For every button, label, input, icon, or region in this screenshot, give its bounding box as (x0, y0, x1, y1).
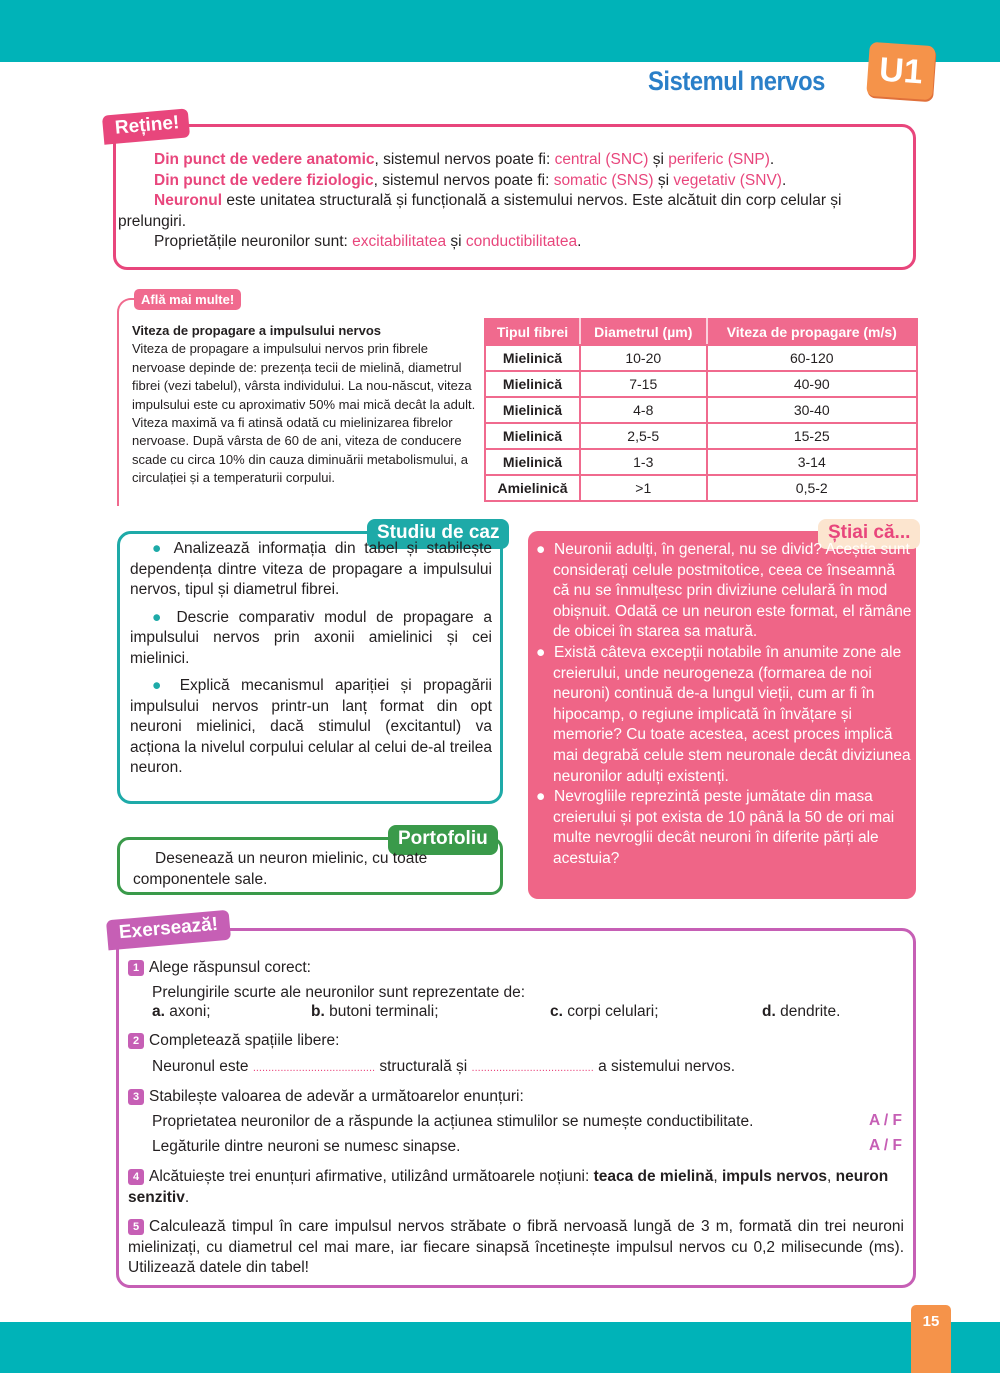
studiu-text (130, 539, 492, 786)
studiu-item: ● Analizează informația din tabel și stabilește dependența dintre viteza de propagare a impulsului nervos, tipul și diametrul fibrei. (130, 540, 492, 598)
retine-line-proprietati: Proprietățile neuronilor sunt: excitabilitatea și conductibilitatea. (154, 233, 582, 250)
exercise-number-badge: 3 (128, 1089, 144, 1105)
afla-body: Viteza de propagare a impulsului nervos prin fibrele nervoase depinde de: prezența tecii de mielină, diametrul fibrei (vezi tabelul), vârsta individului. La nou-născut, viteza impulsului este cu aproximativ 50% mai mică decât la adult. Viteza maximă va fi atinsă odată cu mielinizarea fibrelor nervoase. După vârsta de 60 de ani, viteza de conducere scade cu circa 10% din cauza diminuării metabolismului, a circulației și a temperaturii corpului. (132, 341, 476, 486)
option-b[interactable]: b. butoni terminali; (311, 1003, 439, 1020)
table-cell: 7-15 (580, 371, 707, 397)
afla-heading: Viteza de propagare a impulsului nervos (132, 323, 381, 338)
exercise-number-badge: 4 (128, 1169, 144, 1185)
option-a[interactable]: a. axoni; (152, 1003, 211, 1020)
bottom-color-band (0, 1322, 1000, 1373)
retine-tag: Reține! (102, 108, 191, 144)
bullet-icon: ● (152, 677, 169, 694)
exercise-1-stem: Prelungirile scurte ale neuronilor sunt reprezentate de: (152, 984, 526, 1001)
retine-line-anatomic: Din punct de vedere anatomic, sistemul nervos poate fi: central (SNC) și periferic (SNP). (154, 151, 775, 168)
studiu-tag: Studiu de caz (367, 519, 509, 549)
table-cell: 15-25 (707, 423, 917, 449)
retine-line-fiziologic: Din punct de vedere fiziologic, sistemul nervos poate fi: somatic (SNS) și vegetativ (SNV). (154, 171, 787, 189)
exercise-1-prompt: 1 Alege răspunsul corect: (128, 958, 311, 979)
table-cell: 0,5-2 (707, 475, 917, 501)
exerseaza-tag: Exersează! (106, 910, 231, 951)
bullet-icon: ● (152, 608, 167, 626)
studiu-item: ● Explică mecanismul apariției și propagării impulsului nervos printr-un lanț format din opt neuroni mielinici, dacă stimulul (excitantul) va acționa la nivelul corpului celular al celui de-al treilea neuron. (130, 677, 492, 776)
true-false-toggle[interactable]: A / F (869, 1112, 903, 1129)
stiai-item: ● Nevrogliile reprezintă peste jumătate din masa creierului și pot exista de 10 până la 50 de ori mai multe nevroglii decât neuroni în diferite părți ale acestuia? (536, 788, 895, 867)
stiai-tag: Știai că... (818, 519, 920, 549)
table-cell: Mielinică (485, 345, 580, 371)
top-color-band (0, 0, 1000, 62)
exercise-4: 4 Alcătuiește trei enunțuri afirmative, utilizând următoarele noțiuni: teaca de mielină, impuls nervos, neuron senzitiv. (128, 1168, 889, 1206)
table-cell: 1-3 (580, 449, 707, 475)
exercise-number-badge: 1 (128, 960, 144, 976)
retine-text (118, 150, 908, 253)
table-cell: Amielinică (485, 475, 580, 501)
true-false-toggle[interactable]: A / F (869, 1137, 903, 1154)
exercise-number-badge: 2 (128, 1033, 144, 1049)
table-cell: 30-40 (707, 397, 917, 423)
table-cell: Mielinică (485, 371, 580, 397)
afla-text (132, 322, 478, 488)
table-cell: 60-120 (707, 345, 917, 371)
afla-tag: Află mai multe! (134, 289, 241, 310)
bullet-icon: ● (536, 788, 546, 806)
table-cell: Mielinică (485, 423, 580, 449)
table-header: Diametrul (µm) (580, 319, 707, 345)
exercise-2-prompt: 2 Completează spațiile libere: (128, 1031, 339, 1052)
table-cell: 4-8 (580, 397, 707, 423)
table-header-row (485, 319, 917, 345)
bullet-icon: ● (152, 540, 166, 557)
table-row (485, 371, 917, 397)
table-row (485, 475, 917, 501)
exercise-5: 5 Calculează timpul în care impulsul nervos străbate o fibră nervoasă lungă de 3 m, formată din trei neuroni mielinizați, cu diametrul cel mai mare, iar fiecare sinapsă încetinește impulsul nervos cu 0,2 milisecunde (ms). Utilizează datele din tabel! (128, 1218, 904, 1276)
fiber-table (484, 318, 918, 502)
table-cell: 3-14 (707, 449, 917, 475)
table-header: Tipul fibrei (485, 319, 580, 345)
table-cell: 40-90 (707, 371, 917, 397)
table-cell: >1 (580, 475, 707, 501)
stiai-item: ● Neuronii adulți, în general, nu se divid? Aceștia sunt considerați celule postmitotice, ceea ce înseamnă că nu se înmulțesc prin diviziune celulară în mod obișnuit. Odată ce un neuron este format, el rămâne de obicei în starea sa matură. (536, 541, 912, 641)
table-row (485, 345, 917, 371)
option-d[interactable]: d. dendrite. (762, 1003, 841, 1020)
table-cell: 10-20 (580, 345, 707, 371)
stiai-text (536, 540, 912, 870)
bullet-icon: ● (536, 541, 546, 558)
exercise-3-statement: Legăturile dintre neuroni se numesc sinapse. (152, 1138, 461, 1155)
retine-line-neuron: Neuronul este unitatea structurală și funcțională a sistemului nervos. Este alcătuit din corp celular și prelungiri. (118, 192, 842, 230)
studiu-item: ● Descrie comparativ modul de propagare a impulsului nervos prin axonii amielinici și cei mielinici. (130, 608, 492, 667)
table-cell: Mielinică (485, 449, 580, 475)
blank-field-2[interactable]: ........................................ (471, 1062, 594, 1074)
exercise-number-badge: 5 (128, 1219, 144, 1235)
table-row (485, 423, 917, 449)
bullet-icon: ● (536, 643, 546, 661)
table-header: Viteza de propagare (m/s) (707, 319, 917, 345)
exercise-3-statement: Proprietatea neuronilor de a răspunde la acțiunea stimulilor se numește conductibilitate. (152, 1113, 754, 1130)
table-cell: Mielinică (485, 397, 580, 423)
page-title: Sistemul nervos (648, 66, 825, 96)
stiai-item: ● Există câteva excepții notabile în anumite zone ale creierului, unde neurogeneza (formarea de noi neuroni) continuă de-a lungul vieții, cum ar fi în hipocamp, o regiune implicată în învățare și memorie? Cu toate acestea, acest proces implică mai degrabă celule stem neuronale decât diviziunea neuronilor adulți existenți. (536, 643, 911, 785)
page-number: 15 (911, 1305, 951, 1373)
table-row (485, 397, 917, 423)
portofoliu-text: Desenează un neuron mielinic, cu toate componentele sale. (133, 850, 428, 888)
unit-badge: U1 (866, 42, 936, 100)
option-c[interactable]: c. corpi celulari; (550, 1003, 659, 1020)
table-cell: 2,5-5 (580, 423, 707, 449)
portofoliu-tag: Portofoliu (388, 825, 498, 855)
blank-field-1[interactable]: ........................................ (252, 1062, 376, 1074)
exercise-2-sentence: Neuronul este ........................................ structurală și ........................................ a sistemului nervos. (152, 1058, 736, 1075)
table-row (485, 449, 917, 475)
exercise-3-prompt: 3 Stabilește valoarea de adevăr a următoarelor enunțuri: (128, 1087, 524, 1108)
